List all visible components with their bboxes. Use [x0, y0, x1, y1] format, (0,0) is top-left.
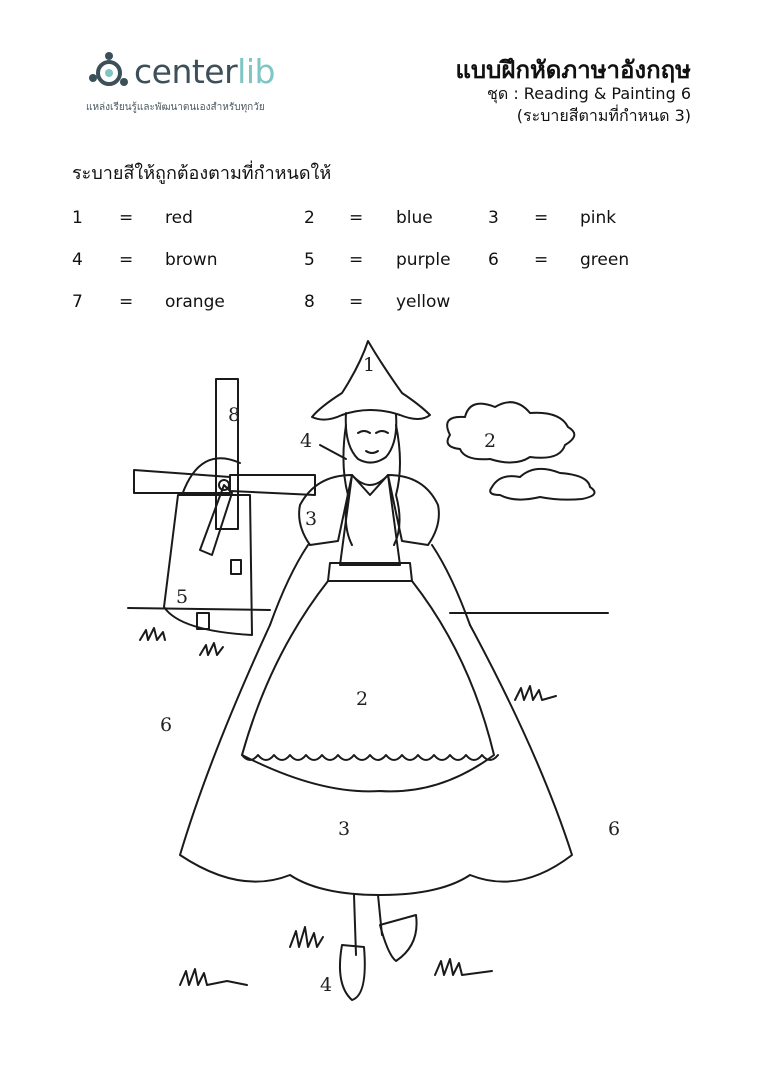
- windmill-blade: [230, 475, 315, 495]
- key-equals: =: [119, 292, 134, 312]
- key-color: red: [165, 208, 193, 228]
- girl-arm: [270, 545, 470, 625]
- key-equals: =: [534, 250, 549, 270]
- key-equals: =: [349, 208, 364, 228]
- key-color: yellow: [396, 292, 451, 312]
- key-equals: =: [119, 208, 134, 228]
- label-left-grass: 6: [160, 714, 173, 736]
- pointer-line: [320, 445, 346, 459]
- girl-shoe: [380, 915, 417, 961]
- girl-eyes: [358, 431, 388, 433]
- key-equals: =: [349, 250, 364, 270]
- logo-mark-icon: [86, 50, 132, 96]
- grass-tuft: [200, 643, 223, 655]
- grass-tuft: [515, 686, 556, 700]
- key-color: brown: [165, 250, 218, 270]
- key-color: blue: [396, 208, 433, 228]
- grass-tuft: [290, 927, 323, 947]
- label-hat: 1: [363, 354, 376, 376]
- key-number: 6: [488, 250, 499, 270]
- key-number: 7: [72, 292, 83, 312]
- logo-tagline: แหล่งเรียนรู้และพัฒนาตนเองสำหรับทุกวัย: [86, 102, 265, 113]
- key-color: green: [580, 250, 630, 270]
- girl-shoe: [340, 945, 365, 1000]
- key-number: 4: [72, 250, 83, 270]
- key-number: 5: [304, 250, 315, 270]
- windmill-cap: [182, 458, 240, 495]
- girl-mouth: [366, 451, 378, 453]
- grass-tuft: [435, 959, 492, 975]
- key-color: purple: [396, 250, 451, 270]
- worksheet-subtitle: (ระบายสีตามที่กำหนด 3): [516, 106, 691, 125]
- label-skirt: 3: [338, 818, 351, 840]
- worksheet-title: แบบฝึกหัดภาษาอังกฤษ: [455, 56, 691, 84]
- coloring-picture: [120, 335, 620, 1015]
- windmill-window: [231, 560, 241, 574]
- worksheet-series: ชุด : Reading & Painting 6: [486, 84, 691, 103]
- instruction-text: ระบายสีให้ถูกต้องตามที่กำหนดให้: [72, 163, 332, 184]
- label-windmill-blade: 8: [228, 404, 241, 426]
- key-equals: =: [534, 208, 549, 228]
- label-hair: 4: [300, 430, 313, 452]
- key-color: orange: [165, 292, 225, 312]
- key-color: pink: [580, 208, 617, 228]
- girl-face: [346, 413, 397, 463]
- key-equals: =: [119, 250, 134, 270]
- key-number: 1: [72, 208, 83, 228]
- key-number: 3: [488, 208, 499, 228]
- key-number: 8: [304, 292, 315, 312]
- centerlib-logo: [86, 50, 326, 120]
- grass-tuft: [140, 628, 165, 640]
- label-cloud: 2: [484, 430, 497, 452]
- key-number: 2: [304, 208, 315, 228]
- label-right-grass: 6: [608, 818, 620, 840]
- label-windmill-tower: 5: [176, 586, 189, 608]
- girl-hat: [312, 341, 430, 420]
- logo-wordmark: centerlib: [134, 52, 275, 91]
- label-sleeve: 3: [305, 508, 318, 530]
- apron-scallop: [242, 755, 498, 760]
- label-shoes: 4: [320, 974, 333, 996]
- grass-tuft: [180, 969, 247, 985]
- cloud: [490, 469, 594, 500]
- label-apron: 2: [356, 688, 369, 710]
- cloud: [447, 402, 574, 462]
- key-equals: =: [349, 292, 364, 312]
